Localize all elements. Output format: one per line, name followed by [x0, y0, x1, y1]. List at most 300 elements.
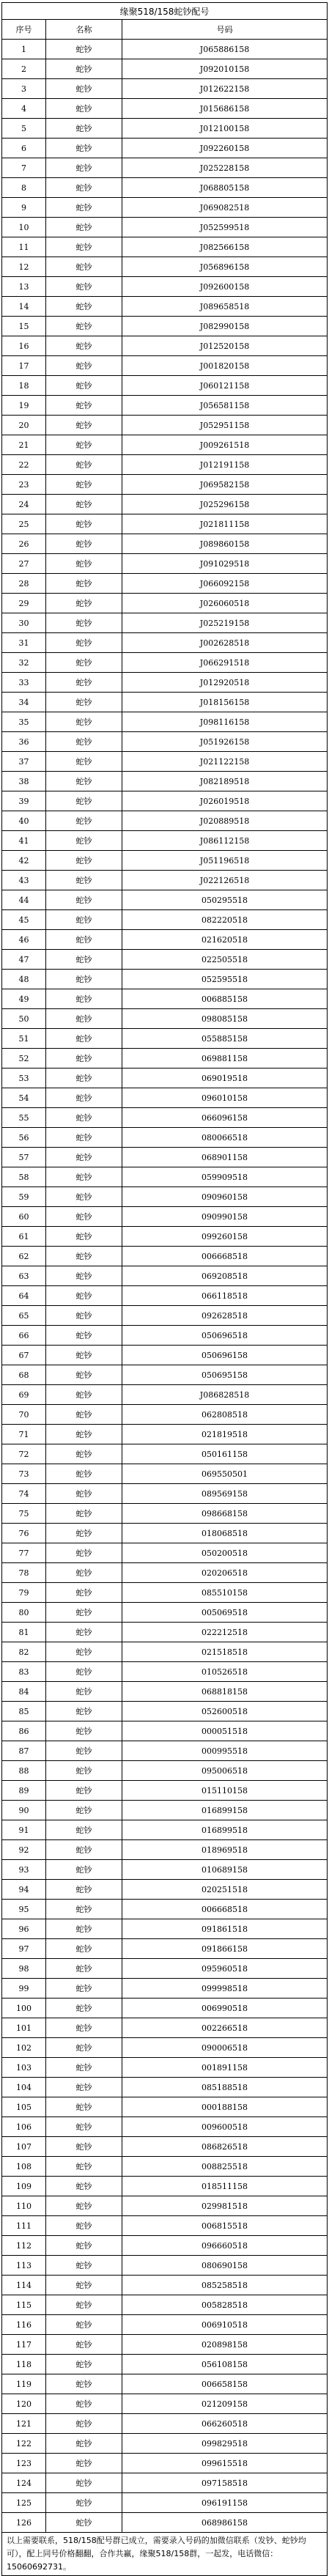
- table-row: [2, 2256, 328, 2276]
- row-index: 56: [2, 1128, 46, 1148]
- row-index: 33: [2, 673, 46, 693]
- row-name: 蛇钞: [46, 1187, 122, 1207]
- row-name: 蛇钞: [46, 2018, 122, 2038]
- row-name: 蛇钞: [46, 1583, 122, 1603]
- row-number: 099998518: [122, 1979, 328, 1999]
- row-name: 蛇钞: [46, 2276, 122, 2295]
- row-index: 64: [2, 1286, 46, 1306]
- table-row: [2, 554, 328, 574]
- row-name: 蛇钞: [46, 2137, 122, 2157]
- sheet-title: 缘聚518/158蛇钞配号: [2, 3, 328, 20]
- row-number: J002628518: [122, 633, 328, 653]
- table-row: [2, 1365, 328, 1385]
- table-row: [2, 2394, 328, 2414]
- row-name: 蛇钞: [46, 2374, 122, 2394]
- row-index: 31: [2, 633, 46, 653]
- row-index: 44: [2, 890, 46, 910]
- table-row: [2, 1227, 328, 1247]
- row-number: 091866158: [122, 1939, 328, 1959]
- table-row: [2, 950, 328, 970]
- row-number: J089658518: [122, 297, 328, 317]
- row-index: 112: [2, 2236, 46, 2256]
- row-name: 蛇钞: [46, 1425, 122, 1444]
- row-name: 蛇钞: [46, 2473, 122, 2493]
- row-name: 蛇钞: [46, 1919, 122, 1939]
- row-index: 26: [2, 534, 46, 554]
- row-name: 蛇钞: [46, 930, 122, 950]
- row-index: 15: [2, 317, 46, 336]
- row-number: J091029518: [122, 554, 328, 574]
- row-number: 029981518: [122, 2196, 328, 2216]
- row-index: 111: [2, 2216, 46, 2236]
- row-name: 蛇钞: [46, 1900, 122, 1919]
- row-name: 蛇钞: [46, 950, 122, 970]
- row-name: 蛇钞: [46, 99, 122, 119]
- row-index: 45: [2, 910, 46, 930]
- row-index: 90: [2, 1801, 46, 1820]
- table-row: [2, 1266, 328, 1286]
- table-row: [2, 1999, 328, 2018]
- row-name: 蛇钞: [46, 673, 122, 693]
- row-index: 22: [2, 455, 46, 475]
- row-name: 蛇钞: [46, 554, 122, 574]
- row-index: 50: [2, 1009, 46, 1029]
- table-row: [2, 574, 328, 594]
- row-number: 021819518: [122, 1425, 328, 1444]
- row-index: 17: [2, 356, 46, 376]
- row-index: 28: [2, 574, 46, 594]
- row-number: J012100158: [122, 119, 328, 139]
- row-number: J026060518: [122, 594, 328, 613]
- table-row: [2, 1939, 328, 1959]
- row-number: 006990518: [122, 1999, 328, 2018]
- row-number: J001820158: [122, 356, 328, 376]
- row-index: 97: [2, 1939, 46, 1959]
- row-name: 蛇钞: [46, 1662, 122, 1682]
- table-row: [2, 1623, 328, 1642]
- row-name: 蛇钞: [46, 2236, 122, 2256]
- table-row: [2, 2434, 328, 2454]
- row-number: J092260158: [122, 139, 328, 158]
- row-index: 62: [2, 1247, 46, 1266]
- row-name: 蛇钞: [46, 574, 122, 594]
- table-row: [2, 2335, 328, 2355]
- row-index: 73: [2, 1464, 46, 1484]
- row-number: 080066518: [122, 1128, 328, 1148]
- row-number: 016899158: [122, 1801, 328, 1820]
- table-row: [2, 1247, 328, 1266]
- row-index: 89: [2, 1781, 46, 1801]
- table-row: [2, 1286, 328, 1306]
- row-name: 蛇钞: [46, 2394, 122, 2414]
- row-number: 066118518: [122, 1286, 328, 1306]
- row-name: 蛇钞: [46, 2454, 122, 2473]
- row-name: 蛇钞: [46, 376, 122, 396]
- row-name: 蛇钞: [46, 1801, 122, 1820]
- table-row: [2, 2097, 328, 2117]
- table-row: [2, 1741, 328, 1761]
- row-number: J025296158: [122, 495, 328, 514]
- table-row: [2, 396, 328, 416]
- row-number: 006815518: [122, 2216, 328, 2236]
- row-name: 蛇钞: [46, 1524, 122, 1543]
- row-number: 055885158: [122, 1029, 328, 1049]
- row-index: 52: [2, 1049, 46, 1069]
- row-index: 47: [2, 950, 46, 970]
- row-index: 87: [2, 1741, 46, 1761]
- row-number: 069208518: [122, 1266, 328, 1286]
- table-row: [2, 1543, 328, 1563]
- row-name: 蛇钞: [46, 1741, 122, 1761]
- table-row: [2, 1702, 328, 1721]
- row-index: 107: [2, 2137, 46, 2157]
- row-number: 006910518: [122, 2315, 328, 2335]
- row-index: 99: [2, 1979, 46, 1999]
- row-number: J056581158: [122, 396, 328, 416]
- row-number: 090006518: [122, 2038, 328, 2058]
- table-row: [2, 1346, 328, 1365]
- row-index: 37: [2, 752, 46, 772]
- row-index: 94: [2, 1880, 46, 1900]
- row-number: 050295518: [122, 890, 328, 910]
- number-sheet: [1, 2, 327, 2576]
- row-name: 蛇钞: [46, 2216, 122, 2236]
- row-number: 050200518: [122, 1543, 328, 1563]
- row-index: 74: [2, 1484, 46, 1504]
- row-index: 117: [2, 2335, 46, 2355]
- row-index: 103: [2, 2058, 46, 2078]
- row-number: 069550501: [122, 1464, 328, 1484]
- row-number: 018068518: [122, 1524, 328, 1543]
- row-number: 005828518: [122, 2295, 328, 2315]
- row-number: 020206518: [122, 1563, 328, 1583]
- row-name: 蛇钞: [46, 831, 122, 851]
- row-name: 蛇钞: [46, 1286, 122, 1306]
- table-row: [2, 910, 328, 930]
- row-index: 13: [2, 277, 46, 297]
- row-name: 蛇钞: [46, 2335, 122, 2355]
- row-name: 蛇钞: [46, 1504, 122, 1524]
- row-name: 蛇钞: [46, 1009, 122, 1029]
- title-row: [2, 3, 328, 20]
- row-name: 蛇钞: [46, 1128, 122, 1148]
- row-name: 蛇钞: [46, 732, 122, 752]
- row-name: 蛇钞: [46, 2038, 122, 2058]
- table-row: [2, 218, 328, 237]
- row-name: 蛇钞: [46, 871, 122, 890]
- table-row: [2, 1029, 328, 1049]
- row-index: 21: [2, 435, 46, 455]
- row-name: 蛇钞: [46, 1266, 122, 1286]
- row-index: 23: [2, 475, 46, 495]
- table-row: [2, 1187, 328, 1207]
- row-name: 蛇钞: [46, 2097, 122, 2117]
- row-number: J065886158: [122, 40, 328, 59]
- table-row: [2, 1900, 328, 1919]
- row-number: 008825518: [122, 2157, 328, 2177]
- row-name: 蛇钞: [46, 297, 122, 317]
- row-name: 蛇钞: [46, 1029, 122, 1049]
- row-name: 蛇钞: [46, 1365, 122, 1385]
- row-name: 蛇钞: [46, 1682, 122, 1702]
- table-row: [2, 1959, 328, 1979]
- table-row: [2, 1524, 328, 1543]
- table-row: [2, 1049, 328, 1069]
- table-row: [2, 989, 328, 1009]
- row-number: 006885158: [122, 989, 328, 1009]
- row-index: 118: [2, 2355, 46, 2374]
- row-number: 056108158: [122, 2355, 328, 2374]
- row-name: 蛇钞: [46, 1840, 122, 1860]
- row-name: 蛇钞: [46, 1979, 122, 1999]
- row-number: 050696158: [122, 1346, 328, 1365]
- row-name: 蛇钞: [46, 653, 122, 673]
- table-row: [2, 2473, 328, 2493]
- table-row: [2, 514, 328, 534]
- row-number: 015110158: [122, 1781, 328, 1801]
- row-index: 75: [2, 1504, 46, 1524]
- row-index: 95: [2, 1900, 46, 1919]
- table-row: [2, 2018, 328, 2038]
- row-index: 14: [2, 297, 46, 317]
- row-name: 蛇钞: [46, 1385, 122, 1405]
- row-number: 095006518: [122, 1761, 328, 1781]
- row-index: 41: [2, 831, 46, 851]
- row-name: 蛇钞: [46, 1543, 122, 1563]
- row-name: 蛇钞: [46, 2355, 122, 2374]
- table-row: [2, 336, 328, 356]
- row-name: 蛇钞: [46, 1247, 122, 1266]
- header-number: 号码: [122, 20, 328, 40]
- row-index: 7: [2, 158, 46, 178]
- row-index: 58: [2, 1167, 46, 1187]
- row-index: 51: [2, 1029, 46, 1049]
- row-number: 000188158: [122, 2097, 328, 2117]
- row-number: 099615518: [122, 2454, 328, 2473]
- row-name: 蛇钞: [46, 2058, 122, 2078]
- row-number: J012520158: [122, 336, 328, 356]
- table-row: [2, 1504, 328, 1524]
- row-name: 蛇钞: [46, 811, 122, 831]
- row-number: 000051518: [122, 1721, 328, 1741]
- row-number: J051196518: [122, 851, 328, 871]
- row-name: 蛇钞: [46, 1227, 122, 1247]
- table-row: [2, 811, 328, 831]
- table-row: [2, 1405, 328, 1425]
- row-number: 006658158: [122, 2374, 328, 2394]
- row-name: 蛇钞: [46, 1761, 122, 1781]
- row-number: J060121158: [122, 376, 328, 396]
- row-name: 蛇钞: [46, 1563, 122, 1583]
- row-name: 蛇钞: [46, 2256, 122, 2276]
- row-name: 蛇钞: [46, 1999, 122, 2018]
- row-index: 67: [2, 1346, 46, 1365]
- table-row: [2, 1385, 328, 1405]
- row-number: 018511158: [122, 2177, 328, 2196]
- table-row: [2, 2295, 328, 2315]
- row-number: 085258518: [122, 2276, 328, 2295]
- row-number: 066260518: [122, 2414, 328, 2434]
- row-index: 108: [2, 2157, 46, 2177]
- row-name: 蛇钞: [46, 2315, 122, 2335]
- row-name: 蛇钞: [46, 1623, 122, 1642]
- row-index: 126: [2, 2513, 46, 2533]
- table-row: [2, 2177, 328, 2196]
- row-name: 蛇钞: [46, 119, 122, 139]
- row-index: 36: [2, 732, 46, 752]
- row-number: J082189518: [122, 772, 328, 791]
- row-name: 蛇钞: [46, 178, 122, 198]
- row-number: 096191158: [122, 2493, 328, 2513]
- row-name: 蛇钞: [46, 257, 122, 277]
- table-row: [2, 376, 328, 396]
- row-index: 19: [2, 396, 46, 416]
- table-row: [2, 1563, 328, 1583]
- row-name: 蛇钞: [46, 1603, 122, 1623]
- row-number: 090990158: [122, 1207, 328, 1227]
- row-index: 46: [2, 930, 46, 950]
- row-index: 119: [2, 2374, 46, 2394]
- row-name: 蛇钞: [46, 712, 122, 732]
- row-name: 蛇钞: [46, 1464, 122, 1484]
- table-row: [2, 455, 328, 475]
- row-index: 48: [2, 970, 46, 989]
- row-number: J018156158: [122, 693, 328, 712]
- row-number: 001891158: [122, 2058, 328, 2078]
- table-row: [2, 2157, 328, 2177]
- row-index: 96: [2, 1919, 46, 1939]
- table-row: [2, 831, 328, 851]
- row-index: 80: [2, 1603, 46, 1623]
- table-row: [2, 633, 328, 653]
- row-name: 蛇钞: [46, 2414, 122, 2434]
- row-name: 蛇钞: [46, 2493, 122, 2513]
- table-row: [2, 2315, 328, 2335]
- table-row: [2, 2276, 328, 2295]
- row-index: 59: [2, 1187, 46, 1207]
- row-index: 115: [2, 2295, 46, 2315]
- table-row: [2, 1603, 328, 1623]
- row-name: 蛇钞: [46, 514, 122, 534]
- table-row: [2, 495, 328, 514]
- row-number: 050161158: [122, 1444, 328, 1464]
- table-row: [2, 1444, 328, 1464]
- row-name: 蛇钞: [46, 317, 122, 336]
- row-number: J021811158: [122, 514, 328, 534]
- row-number: J020889518: [122, 811, 328, 831]
- row-number: 021209158: [122, 2394, 328, 2414]
- row-number: J066092158: [122, 574, 328, 594]
- row-number: 099829518: [122, 2434, 328, 2454]
- row-name: 蛇钞: [46, 1484, 122, 1504]
- row-number: 089569158: [122, 1484, 328, 1504]
- header-name: 名称: [46, 20, 122, 40]
- row-number: 050695158: [122, 1365, 328, 1385]
- table-row: [2, 2117, 328, 2137]
- row-index: 86: [2, 1721, 46, 1741]
- table-row: [2, 1464, 328, 1484]
- row-number: J086828518: [122, 1385, 328, 1405]
- table-row: [2, 1425, 328, 1444]
- row-name: 蛇钞: [46, 1820, 122, 1840]
- row-number: 082220518: [122, 910, 328, 930]
- row-index: 68: [2, 1365, 46, 1385]
- row-name: 蛇钞: [46, 158, 122, 178]
- row-number: 080690158: [122, 2256, 328, 2276]
- row-number: 000995518: [122, 1741, 328, 1761]
- row-name: 蛇钞: [46, 534, 122, 554]
- table-row: [2, 178, 328, 198]
- row-number: 050696518: [122, 1326, 328, 1346]
- row-name: 蛇钞: [46, 455, 122, 475]
- row-name: 蛇钞: [46, 989, 122, 1009]
- row-index: 85: [2, 1702, 46, 1721]
- table-row: [2, 2493, 328, 2513]
- row-index: 10: [2, 218, 46, 237]
- row-index: 104: [2, 2078, 46, 2097]
- row-index: 60: [2, 1207, 46, 1227]
- row-index: 66: [2, 1326, 46, 1346]
- row-index: 27: [2, 554, 46, 574]
- row-number: 018969518: [122, 1840, 328, 1860]
- row-index: 79: [2, 1583, 46, 1603]
- row-number: 006668518: [122, 1247, 328, 1266]
- row-index: 121: [2, 2414, 46, 2434]
- row-index: 40: [2, 811, 46, 831]
- row-index: 18: [2, 376, 46, 396]
- row-index: 82: [2, 1642, 46, 1662]
- row-number: 085510158: [122, 1583, 328, 1603]
- table-row: [2, 970, 328, 989]
- row-index: 9: [2, 198, 46, 218]
- row-name: 蛇钞: [46, 1939, 122, 1959]
- table-row: [2, 2236, 328, 2256]
- table-row: [2, 356, 328, 376]
- row-index: 65: [2, 1306, 46, 1326]
- table-row: [2, 2414, 328, 2434]
- table-row: [2, 2038, 328, 2058]
- row-index: 55: [2, 1108, 46, 1128]
- row-name: 蛇钞: [46, 1108, 122, 1128]
- row-number: J025219158: [122, 613, 328, 633]
- row-number: J012622158: [122, 79, 328, 99]
- table-row: [2, 791, 328, 811]
- row-index: 114: [2, 2276, 46, 2295]
- row-index: 81: [2, 1623, 46, 1642]
- row-index: 91: [2, 1820, 46, 1840]
- row-index: 43: [2, 871, 46, 890]
- row-name: 蛇钞: [46, 2196, 122, 2216]
- row-number: 099260158: [122, 1227, 328, 1247]
- table-row: [2, 1069, 328, 1088]
- row-number: 068901158: [122, 1148, 328, 1167]
- row-index: 35: [2, 712, 46, 732]
- table-row: [2, 1761, 328, 1781]
- table-row: [2, 2374, 328, 2394]
- row-number: 062808518: [122, 1405, 328, 1425]
- table-row: [2, 99, 328, 119]
- row-number: 002266518: [122, 2018, 328, 2038]
- row-name: 蛇钞: [46, 1049, 122, 1069]
- table-row: [2, 198, 328, 218]
- row-index: 125: [2, 2493, 46, 2513]
- row-name: 蛇钞: [46, 910, 122, 930]
- table-row: [2, 1088, 328, 1108]
- row-index: 2: [2, 59, 46, 79]
- row-index: 39: [2, 791, 46, 811]
- row-number: 068986158: [122, 2513, 328, 2533]
- row-index: 6: [2, 139, 46, 158]
